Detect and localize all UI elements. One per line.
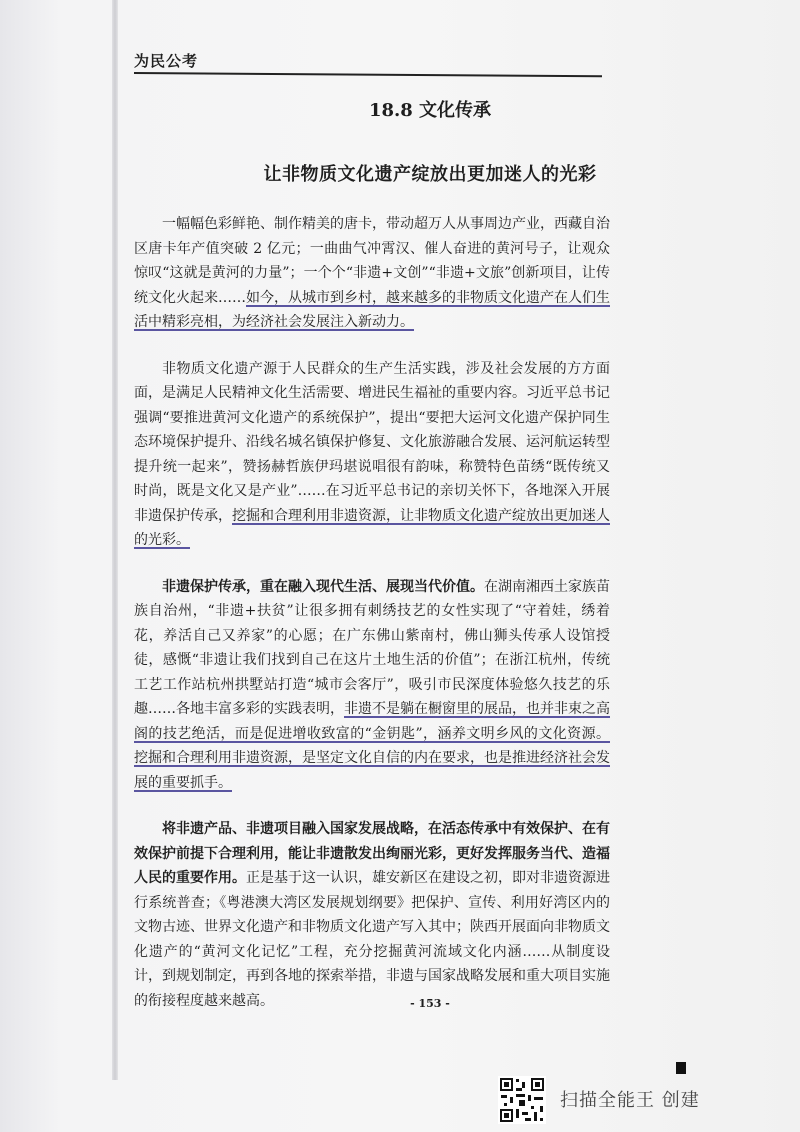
paragraph-3	[134, 575, 610, 796]
bold-lead: 非遗保护传承，重在融入现代生活、展现当代价值。	[162, 578, 484, 595]
paragraph-text: 正是基于这一认识，雄安新区在建设之初，即对非遗资源进行系统普查；《粤港澳大湾区发展规划纲要》把保护、宣传、利用好湾区内的文物古迹、世界文化遗产和非物质文化遗产写入其中；陕西开展面向非物质文化遗产的“黄河文化记忆”工程，充分挖掘黄河流域文化内涵……从制度设计，到规划制定，再到各地的探索举措，非遗与国家战略发展和重大项目实施的衔接程度越来越高。	[134, 870, 610, 1009]
paragraph-4	[134, 817, 610, 1013]
paragraph-1	[134, 212, 610, 335]
scanner-watermark-text: 扫描全能王 创建	[560, 1090, 700, 1111]
header-label: 为民公考	[134, 52, 199, 70]
corner-mark	[676, 1062, 686, 1074]
underlined-text: 如今，从城市到乡村，越来越多的非物质文化遗产在人们生活中精彩亮相，为经济社会发展注入新动力。	[134, 289, 610, 330]
article-body	[134, 212, 610, 1035]
paragraph-text: 一幅幅色彩鲜艳、制作精美的唐卡，带动超万人从事周边产业，西藏自治区唐卡年产值突破 2 亿元；一曲曲气冲霄汉、催人奋进的黄河号子，让观众惊叹“这就是黄河的力量”；一个个“非遗+文创”“非遗+文旅”创新项目，让传统文化火起来……	[134, 216, 610, 306]
section-title: 18.8 文化传承	[368, 100, 492, 121]
header-rule	[134, 72, 602, 77]
bold-lead: 将非遗产品、非遗项目融入国家发展战略，在活态传承中有效保护、在有效保护前提下合理利用，能让非遗散发出绚丽光彩，更好发挥服务当代、造福人民的重要作用。	[134, 821, 610, 886]
paragraph-text: 在湖南湘西土家族苗族自治州，“非遗+扶贫”让很多拥有刺绣技艺的女性实现了“守着娃，绣着花，养活自己又养家”的心愿；在广东佛山紫南村，佛山狮头传承人设馆授徒，感慨“非遗让我们找到自己在这片土地生活的价值”；在浙江杭州，传统工艺工作站杭州拱墅站打造“城市会客厅”，吸引市民深度体验悠久技艺的乐趣……各地丰富多彩的实践表明，	[134, 578, 610, 717]
paragraph-text: 非物质文化遗产源于人民群众的生产生活实践，涉及社会发展的方方面面，是满足人民精神文化生活需要、增进民生福祉的重要内容。习近平总书记强调“要推进黄河文化遗产的系统保护”，提出“要把大运河文化遗产保护同生态环境保护提升、沿线名城名镇保护修复、文化旅游融合发展、运河航运转型提升统一起来”，赞扬赫哲族伊玛堪说唱很有韵味，称赞特色苗绣“既传统又时尚，既是文化又是产业”……在习近平总书记的亲切关怀下，各地深入开展非遗保护传承，	[134, 360, 610, 524]
qr-code-icon	[498, 1076, 546, 1124]
underlined-text: 非遗不是躺在橱窗里的展品，也并非束之高阁的技艺绝活，而是促进增收致富的“金钥匙”，涵养文明乡风的文化资源。挖掘和合理利用非遗资源，是坚定文化自信的内在要求，也是推进经济社会发展的重要抓手。	[134, 701, 610, 791]
page-number: - 153 -	[410, 997, 450, 1010]
article-title: 让非物质文化遗产绽放出更加迷人的光彩	[263, 164, 597, 185]
paragraph-2	[134, 357, 610, 553]
underlined-text: 挖掘和合理利用非遗资源，让非物质文化遗产绽放出更加迷人的光彩。	[134, 507, 610, 548]
